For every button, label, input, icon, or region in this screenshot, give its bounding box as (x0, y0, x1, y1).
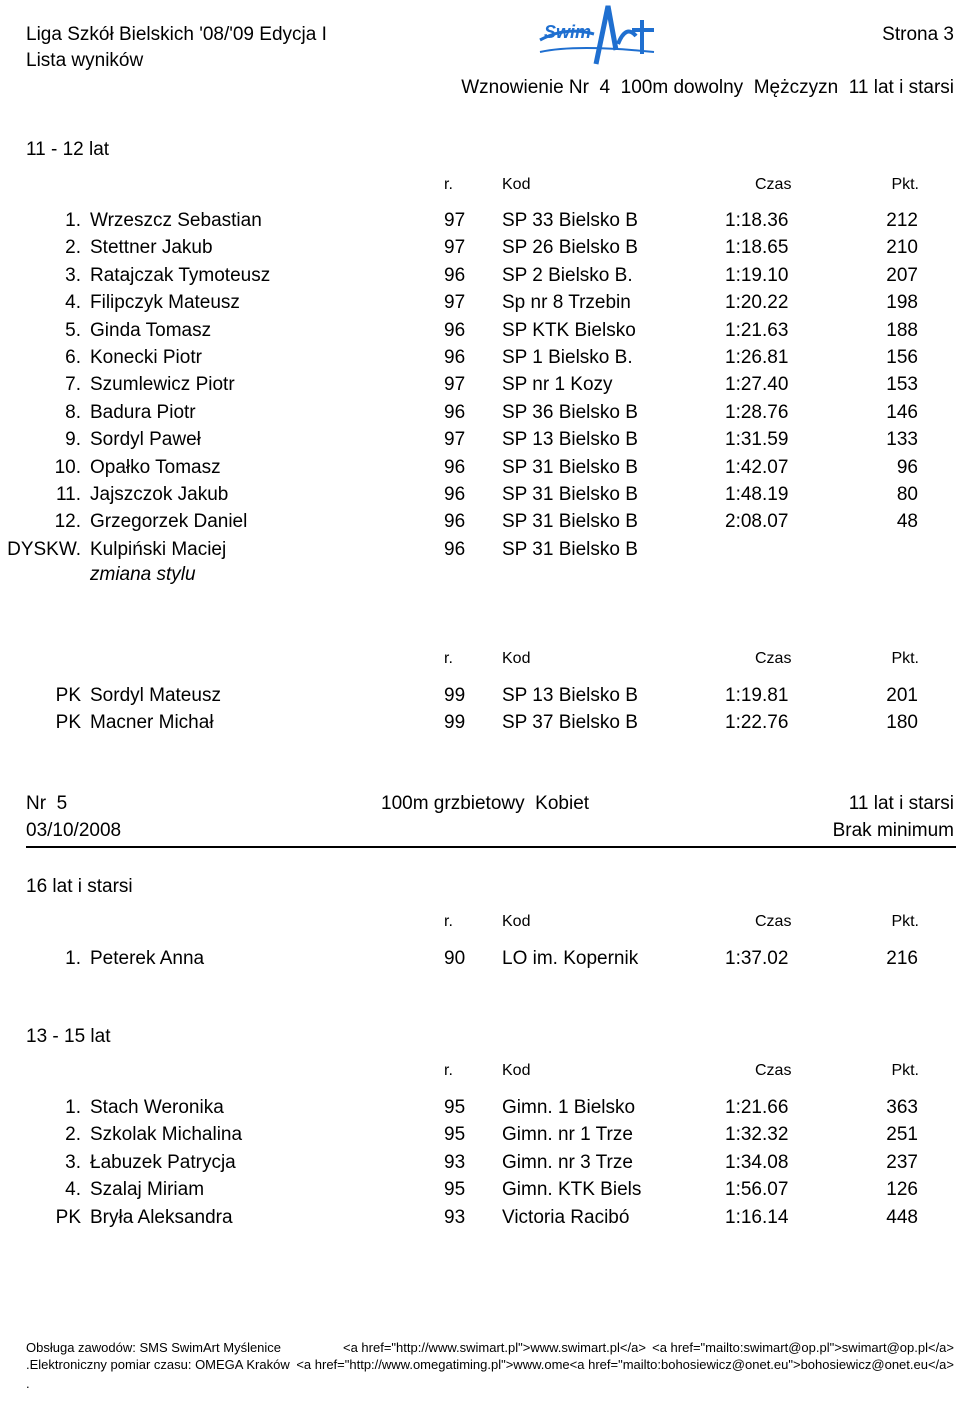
club-cell: Gimn. nr 3 Trze (502, 1151, 633, 1173)
table-row (0, 457, 960, 481)
points-cell: 153 (886, 374, 918, 396)
time-cell: 1:56.07 (725, 1179, 789, 1201)
points-cell: 96 (896, 456, 918, 478)
col-code: Kod (502, 650, 531, 667)
event-minimum: Brak minimum (832, 820, 954, 841)
time-cell: 1:34.08 (725, 1151, 789, 1173)
table-row (0, 347, 960, 371)
points-cell: 126 (886, 1179, 918, 1201)
year-cell: 96 (444, 264, 466, 286)
club-cell: Gimn. nr 1 Trze (502, 1124, 633, 1146)
footer-dot: . (26, 1376, 30, 1391)
footer-service: Obsługa zawodów: SMS SwimArt Myślenice (26, 1340, 282, 1355)
time-cell: 2:08.07 (725, 511, 789, 533)
table-row (0, 210, 960, 234)
name-cell: Szalaj Miriam (90, 1179, 205, 1201)
year-cell: 97 (444, 292, 466, 314)
name-cell: Jajszczok Jakub (90, 484, 229, 505)
club-cell: SP 31 Bielsko B (502, 456, 638, 478)
points-cell: 80 (896, 484, 918, 505)
table-row (0, 1097, 960, 1121)
points-cell: 216 (886, 948, 918, 969)
place-cell: 2. (65, 1124, 81, 1146)
col-time: Czas (755, 913, 792, 930)
name-cell: Opałko Tomasz (90, 456, 221, 478)
name-cell: Konecki Piotr (90, 347, 202, 368)
name-cell: Wrzeszcz Sebastian (90, 210, 262, 231)
table-row (0, 1124, 960, 1148)
col-time: Czas (755, 176, 792, 193)
footer-website-link[interactable]: <a href="http://www.swimart.pl">www.swimart.pl</a> (343, 1340, 646, 1355)
footer-timing-link[interactable]: <a href="http://www.omegatiming.pl">www.ome<a href="mailto:bohosiewicz@onet.eu">bohosiewicz@onet.eu</a> (296, 1357, 954, 1372)
place-cell: PK (55, 1206, 81, 1228)
place-cell: 10. (54, 456, 81, 478)
points-cell: 207 (886, 264, 918, 286)
name-cell: Badura Piotr (90, 401, 196, 423)
time-cell: 1:27.40 (725, 374, 789, 396)
name-cell: Stettner Jakub (90, 237, 213, 259)
age-group-heading: 11 - 12 lat (26, 139, 110, 160)
place-cell: 7. (65, 374, 81, 396)
table-row (0, 1179, 960, 1203)
col-points: Pkt. (891, 176, 919, 193)
points-cell: 198 (886, 292, 918, 314)
place-cell: 1. (65, 948, 81, 969)
club-cell: SP 31 Bielsko B (502, 511, 638, 533)
footer-email-link[interactable]: <a href="mailto:swimart@op.pl">swimart@op.pl</a> (652, 1340, 954, 1355)
col-points: Pkt. (891, 913, 919, 930)
time-cell: 1:28.76 (725, 401, 789, 423)
place-cell: 3. (65, 264, 81, 286)
col-year: r. (444, 650, 453, 667)
column-header (0, 1062, 960, 1082)
age-group-heading: 16 lat i starsi (26, 876, 133, 897)
points-cell: 146 (886, 401, 918, 423)
table-row (0, 429, 960, 453)
year-cell: 96 (444, 484, 466, 505)
table-row (0, 237, 960, 261)
name-cell: Ginda Tomasz (90, 319, 212, 341)
col-year: r. (444, 1062, 453, 1079)
col-points: Pkt. (891, 1062, 919, 1079)
name-cell: Bryła Aleksandra (90, 1206, 233, 1228)
year-cell: 97 (444, 210, 466, 231)
club-cell: SP 33 Bielsko B (502, 210, 638, 231)
place-cell: 4. (65, 292, 81, 314)
table-row (0, 539, 960, 563)
place-cell: 3. (65, 1151, 81, 1173)
name-cell: Stach Weronika (90, 1097, 224, 1118)
name-cell: Macner Michał (90, 712, 214, 733)
year-cell: 96 (444, 319, 466, 341)
year-cell: 97 (444, 374, 466, 396)
col-points: Pkt. (891, 650, 919, 667)
place-cell: PK (55, 712, 81, 733)
time-cell: 1:22.76 (725, 712, 789, 733)
year-cell: 96 (444, 511, 466, 533)
year-cell: 99 (444, 685, 466, 706)
age-group-heading: 13 - 15 lat (26, 1026, 111, 1047)
year-cell: 95 (444, 1179, 466, 1201)
club-cell: SP 26 Bielsko B (502, 237, 638, 259)
table-row (0, 712, 960, 736)
year-cell: 97 (444, 429, 466, 451)
table-row (0, 402, 960, 426)
divider (26, 846, 956, 848)
dq-note: zmiana stylu (90, 564, 196, 585)
points-cell: 156 (886, 347, 918, 368)
place-cell: 1. (65, 1097, 81, 1118)
points-cell: 188 (886, 319, 918, 341)
page-subtitle: Lista wyników (26, 50, 144, 71)
club-cell: Sp nr 8 Trzebin (502, 292, 631, 314)
name-cell: Szumlewicz Piotr (90, 374, 235, 396)
table-row (0, 685, 960, 709)
col-code: Kod (502, 176, 531, 193)
place-cell: 2. (65, 237, 81, 259)
name-cell: Kulpiński Maciej (90, 538, 227, 560)
column-header (0, 913, 960, 933)
name-cell: Sordyl Paweł (90, 429, 201, 451)
table-row (0, 374, 960, 398)
table-row (0, 484, 960, 508)
club-cell: SP 31 Bielsko B (502, 538, 638, 560)
year-cell: 93 (444, 1206, 466, 1228)
place-cell: 4. (65, 1179, 81, 1201)
event-line: Wznowienie Nr 4 100m dowolny Mężczyzn 11 lat i starsi (461, 77, 954, 98)
time-cell: 1:37.02 (725, 948, 789, 969)
year-cell: 96 (444, 401, 466, 423)
club-cell: Gimn. 1 Bielsko (502, 1097, 636, 1118)
table-row (0, 948, 960, 972)
table-row (0, 1152, 960, 1176)
event-number: Nr 5 (26, 793, 68, 814)
year-cell: 93 (444, 1151, 466, 1173)
column-header (0, 650, 960, 670)
place-cell: PK (55, 685, 81, 706)
club-cell: Gimn. KTK Biels (502, 1179, 642, 1201)
time-cell: 1:42.07 (725, 456, 789, 478)
points-cell: 201 (886, 685, 918, 706)
year-cell: 97 (444, 237, 466, 259)
club-cell: SP 31 Bielsko B (502, 484, 638, 505)
col-time: Czas (755, 650, 792, 667)
points-cell: 133 (886, 429, 918, 451)
event-category: 11 lat i starsi (848, 793, 954, 814)
name-cell: Szkolak Michalina (90, 1124, 243, 1146)
year-cell: 96 (444, 456, 466, 478)
points-cell: 212 (886, 210, 918, 231)
name-cell: Sordyl Mateusz (90, 685, 221, 706)
time-cell: 1:26.81 (725, 347, 789, 368)
time-cell: 1:18.36 (725, 210, 789, 231)
club-cell: SP 2 Bielsko B. (502, 264, 633, 286)
time-cell: 1:48.19 (725, 484, 789, 505)
club-cell: SP 13 Bielsko B (502, 429, 638, 451)
place-cell: 6. (65, 347, 81, 368)
time-cell: 1:19.10 (725, 264, 789, 286)
year-cell: 96 (444, 347, 466, 368)
event-date: 03/10/2008 (26, 820, 122, 841)
points-cell: 180 (886, 712, 918, 733)
time-cell: 1:21.63 (725, 319, 789, 341)
place-cell: 11. (55, 484, 81, 505)
club-cell: SP KTK Bielsko (502, 319, 636, 341)
place-cell: 8. (65, 401, 81, 423)
swimart-logo (536, 0, 656, 68)
time-cell: 1:21.66 (725, 1097, 789, 1118)
year-cell: 90 (444, 948, 466, 969)
event-name: 100m grzbietowy Kobiet (381, 793, 590, 814)
col-time: Czas (755, 1062, 792, 1079)
place-cell: 9. (65, 429, 81, 451)
year-cell: 95 (444, 1097, 466, 1118)
col-code: Kod (502, 1062, 531, 1079)
year-cell: 99 (444, 712, 466, 733)
name-cell: Filipczyk Mateusz (90, 292, 240, 314)
col-code: Kod (502, 913, 531, 930)
name-cell: Ratajczak Tymoteusz (90, 264, 271, 286)
club-cell: SP nr 1 Kozy (502, 374, 613, 396)
column-header (0, 176, 960, 196)
table-row (0, 320, 960, 344)
points-cell: 363 (886, 1097, 918, 1118)
place-cell: DYSKW. (7, 538, 81, 560)
year-cell: 95 (444, 1124, 466, 1146)
place-cell: 1. (65, 210, 81, 231)
place-cell: 5. (65, 319, 81, 341)
time-cell: 1:19.81 (725, 685, 789, 706)
table-row (0, 511, 960, 535)
points-cell: 448 (886, 1206, 918, 1228)
page-number: Strona 3 (882, 24, 954, 45)
svg-text:Swim: Swim (544, 22, 592, 42)
club-cell: LO im. Kopernik (502, 948, 639, 969)
name-cell: Łabuzek Patrycja (90, 1151, 236, 1173)
points-cell: 237 (886, 1151, 918, 1173)
name-cell: Peterek Anna (90, 948, 205, 969)
points-cell: 210 (886, 237, 918, 259)
table-row (0, 1207, 960, 1231)
club-cell: Victoria Racibó (502, 1206, 630, 1228)
col-year: r. (444, 176, 453, 193)
club-cell: SP 1 Bielsko B. (502, 347, 633, 368)
club-cell: SP 36 Bielsko B (502, 401, 638, 423)
time-cell: 1:16.14 (725, 1206, 789, 1228)
club-cell: SP 13 Bielsko B (502, 685, 638, 706)
time-cell: 1:31.59 (725, 429, 789, 451)
time-cell: 1:32.32 (725, 1124, 789, 1146)
col-year: r. (444, 913, 453, 930)
time-cell: 1:20.22 (725, 292, 789, 314)
page-title: Liga Szkół Bielskich '08/'09 Edycja I (26, 24, 327, 45)
points-cell: 251 (886, 1124, 918, 1146)
year-cell: 96 (444, 538, 466, 560)
place-cell: 12. (54, 511, 81, 533)
name-cell: Grzegorzek Daniel (90, 511, 248, 533)
time-cell: 1:18.65 (725, 237, 789, 259)
footer-timing: .Elektroniczny pomiar czasu: OMEGA Kraków (26, 1357, 290, 1372)
club-cell: SP 37 Bielsko B (502, 712, 638, 733)
table-row (0, 265, 960, 289)
points-cell: 48 (896, 511, 918, 533)
table-row (0, 292, 960, 316)
